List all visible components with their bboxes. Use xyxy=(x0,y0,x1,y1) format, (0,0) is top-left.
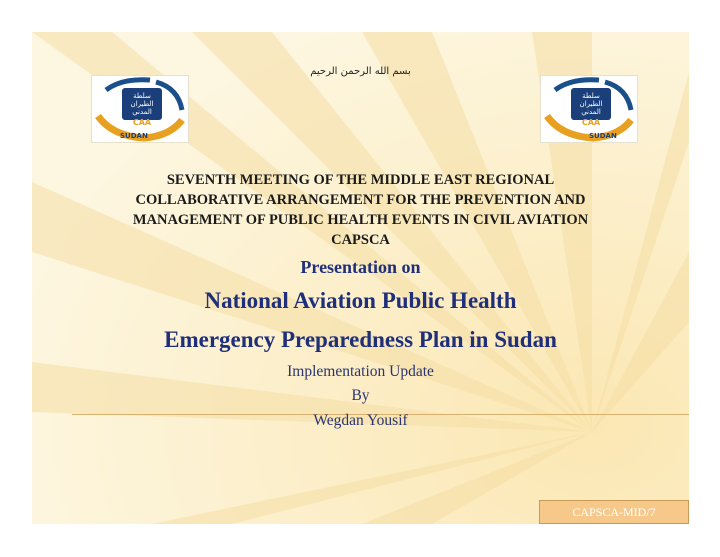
logo-caa-text: CAA xyxy=(581,118,601,127)
meeting-title xyxy=(92,170,629,250)
caa-sudan-logo-left xyxy=(91,75,189,143)
logo-arabic-line-3: المدني xyxy=(132,108,152,116)
logo-caa-text: CAA xyxy=(132,118,152,127)
meeting-title-line-3: MANAGEMENT OF PUBLIC HEALTH EVENTS IN CIVIL AVIATION xyxy=(132,212,589,228)
logo-arabic-line-1: سلطة xyxy=(582,92,600,100)
by-text: By xyxy=(351,387,370,404)
implementation-update-text: Implementation Update xyxy=(287,363,434,380)
presentation-on-label: Presentation on xyxy=(300,257,421,277)
meeting-title-line-2: COLLABORATIVE ARRANGEMENT FOR THE PREVENTION AND xyxy=(135,192,586,208)
logo-arabic-line-1: سلطة xyxy=(133,92,151,100)
logo-country-text: SUDAN xyxy=(120,132,148,140)
logo-arabic-line-2: الطيران xyxy=(130,100,154,108)
presentation-title-line-1: National Aviation Public Health xyxy=(204,288,517,313)
slide xyxy=(32,32,689,524)
presentation-title-line-2: Emergency Preparedness Plan in Sudan xyxy=(164,327,557,352)
logo-arabic-line-2: الطيران xyxy=(579,100,603,108)
author-name: Wegdan Yousif xyxy=(313,412,408,429)
caa-sudan-logo-right xyxy=(540,75,638,143)
logo-arabic-line-3: المدني xyxy=(581,108,601,116)
meeting-title-line-4: CAPSCA xyxy=(331,232,390,248)
meeting-title-line-1: SEVENTH MEETING OF THE MIDDLE EAST REGIONAL xyxy=(166,172,555,188)
logo-country-text: SUDAN xyxy=(589,132,617,140)
bismillah-text: بسم الله الرحمن الرحيم xyxy=(310,66,411,77)
footer-badge: CAPSCA-MID/7 xyxy=(539,500,689,524)
